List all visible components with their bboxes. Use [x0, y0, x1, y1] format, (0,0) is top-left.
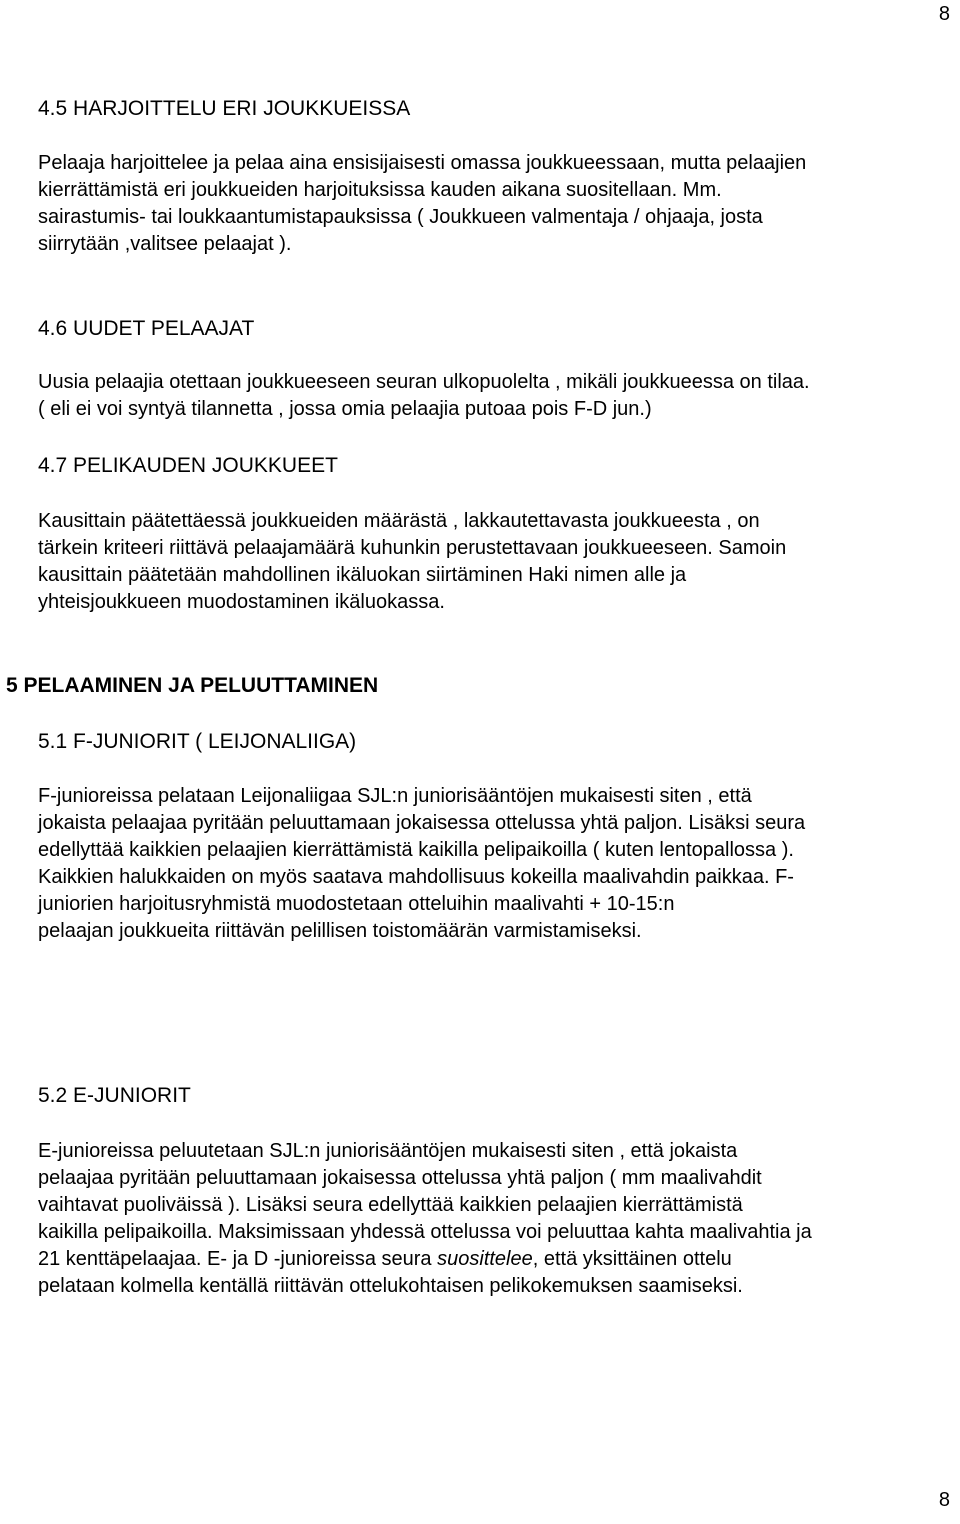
- heading-4-7: 4.7 PELIKAUDEN JOUKKUEET: [38, 454, 338, 477]
- text-line: kierrättämistä eri joukkueiden harjoituksissa kauden aikana suositellaan. Mm.: [38, 179, 722, 201]
- text-line: E-junioreissa peluutetaan SJL:n juniorisääntöjen mukaisesti siten , että jokaista: [38, 1140, 738, 1162]
- text-line: vaihtavat puoliväissä ). Lisäksi seura edellyttää kaikkien pelaajien kierrättämistä: [38, 1194, 743, 1216]
- text-line: pelaajaa pyritään peluuttamaan jokaisessa ottelussa yhtä paljon ( mm maalivahdit: [38, 1167, 762, 1189]
- text-line: Kaikkien halukkaiden on myös saatava mahdollisuus kokeilla maalivahdin paikkaa. F-: [38, 866, 794, 888]
- page-number-bottom: 8: [938, 1489, 950, 1511]
- heading-4-6: 4.6 UUDET PELAAJAT: [38, 317, 255, 340]
- text-line: juniorien harjoitusryhmistä muodostetaan otteluihin maalivahti + 10-15:n: [38, 893, 675, 915]
- text-line: edellyttää kaikkien pelaajien kierrättämistä kaikilla pelipaikoilla ( kuten lentopallossa ).: [38, 839, 794, 861]
- heading-5-1: 5.1 F-JUNIORIT ( LEIJONALIIGA): [38, 730, 357, 753]
- paragraph-4-6: [38, 369, 810, 423]
- emphasis-word: suosittelee: [437, 1248, 533, 1270]
- text-line: tärkein kriteeri riittävä pelaajamäärä kuhunkin perustettavaan joukkueeseen. Samoin: [38, 537, 787, 559]
- paragraph-4-5: [38, 150, 806, 258]
- text-line: ( eli ei voi syntyä tilannetta , jossa omia pelaajia putoaa pois F-D jun.): [38, 398, 652, 420]
- paragraph-5-1: [38, 783, 805, 945]
- text-line: Uusia pelaajia otettaan joukkueeseen seuran ulkopuolelta , mikäli joukkueessa on tilaa.: [38, 371, 810, 393]
- heading-4-5: 4.5 HARJOITTELU ERI JOUKKUEISSA: [38, 97, 411, 120]
- text-line: yhteisjoukkueen muodostaminen ikäluokassa.: [38, 591, 445, 613]
- text-segment: , että yksittäinen ottelu: [532, 1248, 732, 1270]
- text-line: Pelaaja harjoittelee ja pelaa aina ensisijaisesti omassa joukkueessaan, mutta pelaajien: [38, 152, 807, 174]
- heading-5-2: 5.2 E-JUNIORIT: [38, 1084, 191, 1107]
- text-line: kaikilla pelipaikoilla. Maksimissaan yhdessä ottelussa voi peluuttaa kahta maalivahtia ja: [38, 1221, 812, 1243]
- text-line: pelaajan joukkueita riittävän pelillisen toistomäärän varmistamiseksi.: [38, 920, 642, 942]
- paragraph-4-7: [38, 508, 786, 616]
- heading-5: 5 PELAAMINEN JA PELUUTTAMINEN: [6, 674, 379, 697]
- text-line: Kausittain päätettäessä joukkueiden määrästä , lakkautettavasta joukkueesta , on: [38, 510, 760, 532]
- text-line: pelataan kolmella kentällä riittävän ottelukohtaisen pelikokemuksen saamiseksi.: [38, 1275, 743, 1297]
- page-number-top: 8: [938, 3, 950, 25]
- text-line: kausittain päätetään mahdollinen ikäluokan siirtäminen Haki nimen alle ja: [38, 564, 687, 586]
- text-segment: 21 kenttäpelaajaa. E- ja D -junioreissa seura: [38, 1248, 438, 1270]
- text-line: sairastumis- tai loukkaantumistapauksissa ( Joukkueen valmentaja / ohjaaja, josta: [38, 206, 763, 228]
- text-line: [38, 1246, 812, 1273]
- text-line: jokaista pelaajaa pyritään peluuttamaan jokaisessa ottelussa yhtä paljon. Lisäksi seura: [38, 812, 806, 834]
- paragraph-5-2: [38, 1138, 812, 1300]
- text-line: F-junioreissa pelataan Leijonaliigaa SJL:n juniorisääntöjen mukaisesti siten , että: [38, 785, 752, 807]
- text-line: siirrytään ,valitsee pelaajat ).: [38, 233, 292, 255]
